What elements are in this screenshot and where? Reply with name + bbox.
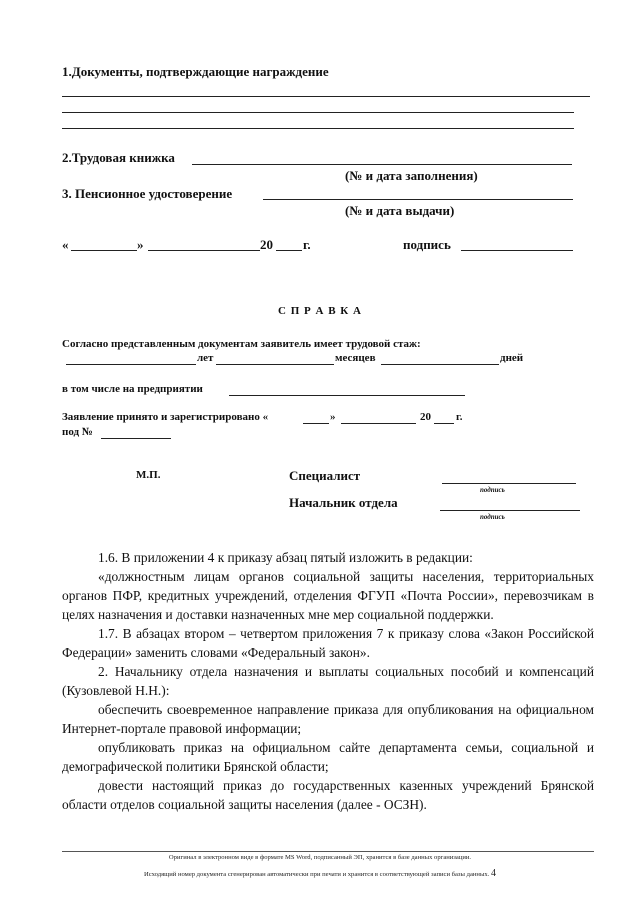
months-label: месяцев [335, 352, 376, 364]
specialist-signature-caption: подпись [480, 486, 505, 494]
under-number-label: под № [62, 426, 93, 438]
footer-line-2 [0, 868, 640, 879]
labor-book-line [192, 164, 572, 165]
documents-title: 1.Документы, подтверждающие награждение [62, 64, 329, 79]
footer-divider [62, 851, 594, 852]
date-close-quote: » [137, 237, 144, 252]
under-number-line [101, 438, 171, 439]
paragraph-2: 2. Начальнику отдела назначения и выплаты социальных пособий и компенсаций (Кузовлевой Н.Н.): [62, 664, 594, 698]
specialist-signature-line [442, 483, 576, 484]
date-year-suffix: г. [303, 237, 311, 252]
head-signature-line [440, 510, 580, 511]
registered-month-line [341, 423, 416, 424]
years-label: лет [197, 352, 214, 364]
fill-line-docs-2 [62, 112, 574, 113]
page-number: 4 [490, 868, 496, 879]
date-month-line [148, 250, 260, 251]
date-open-quote: « [62, 237, 69, 252]
labor-book-label: 2.Трудовая книжка [62, 150, 175, 165]
certificate-title: С П Р А В К А [278, 305, 362, 317]
registered-prefix: Заявление принято и зарегистрировано « [62, 411, 269, 423]
stamp-label: М.П. [136, 469, 161, 481]
paragraph-1-6: 1.6. В приложении 4 к приказу абзац пятый изложить в редакции: [98, 550, 473, 565]
signature-label: подпись [403, 237, 451, 252]
fill-line-docs-3 [62, 128, 574, 129]
date-year-line [276, 250, 302, 251]
head-label: Начальник отдела [289, 495, 398, 510]
fill-line-docs-1 [62, 96, 590, 97]
registered-day-line [303, 423, 329, 424]
paragraph-publish-portal: обеспечить своевременное направление приказа для опубликования на официальном Интернет-портале правовой информации; [62, 702, 594, 736]
registered-suffix: г. [456, 411, 463, 423]
pension-label: 3. Пенсионное удостоверение [62, 186, 233, 201]
paragraph-publish-site: опубликовать приказ на официальном сайте департамента семьи, социальной и демографической политики Брянской области; [62, 740, 594, 774]
date-year-prefix: 20 [260, 237, 273, 252]
months-line [216, 364, 334, 365]
pension-line [263, 199, 573, 200]
date-day-line [71, 250, 137, 251]
paragraph-1-7: 1.7. В абзацах втором – четвертом приложения 7 к приказу слова «Закон Российской Федерации» заменить словами «Федеральный закон». [62, 626, 594, 660]
paragraph-deliver: довести настоящий приказ до государственных казенных учреждений Брянской области отделов социальной защиты населения (далее - ОСЗН). [62, 778, 594, 812]
registered-mid: » [330, 411, 336, 423]
registered-year: 20 [420, 411, 431, 423]
paragraph-quote: «должностным лицам органов социальной защиты населения, территориальных органов ПФР, кредитных учреждений, отделения ФГУП «Почта России», перевозчикам в целях назначения и доставки назначенных мне мер социальной поддержки. [62, 569, 594, 622]
head-signature-caption: подпись [480, 513, 505, 521]
days-line [381, 364, 499, 365]
registered-year-line [434, 423, 454, 424]
days-label: дней [500, 352, 524, 364]
specialist-label: Специалист [289, 468, 361, 483]
pension-hint: (№ и дата выдачи) [345, 203, 455, 218]
footer-line-1: Оригинал в электронном виде в формате MS Word, подписанный ЭП, хранится в базе данных организации. [168, 854, 472, 861]
labor-book-hint: (№ и дата заполнения) [345, 168, 478, 183]
body-text [62, 548, 594, 814]
years-line [66, 364, 196, 365]
signature-line [461, 250, 573, 251]
enterprise-line [229, 395, 465, 396]
footer-line-2-text: Исходящий номер документа сгенерирован автоматически при печати и хранится в соответствующей записи базы данных. [144, 871, 490, 878]
experience-intro: Согласно представленным документам заявитель имеет трудовой стаж: [62, 338, 421, 350]
enterprise-label: в том числе на предприятии [62, 383, 203, 395]
